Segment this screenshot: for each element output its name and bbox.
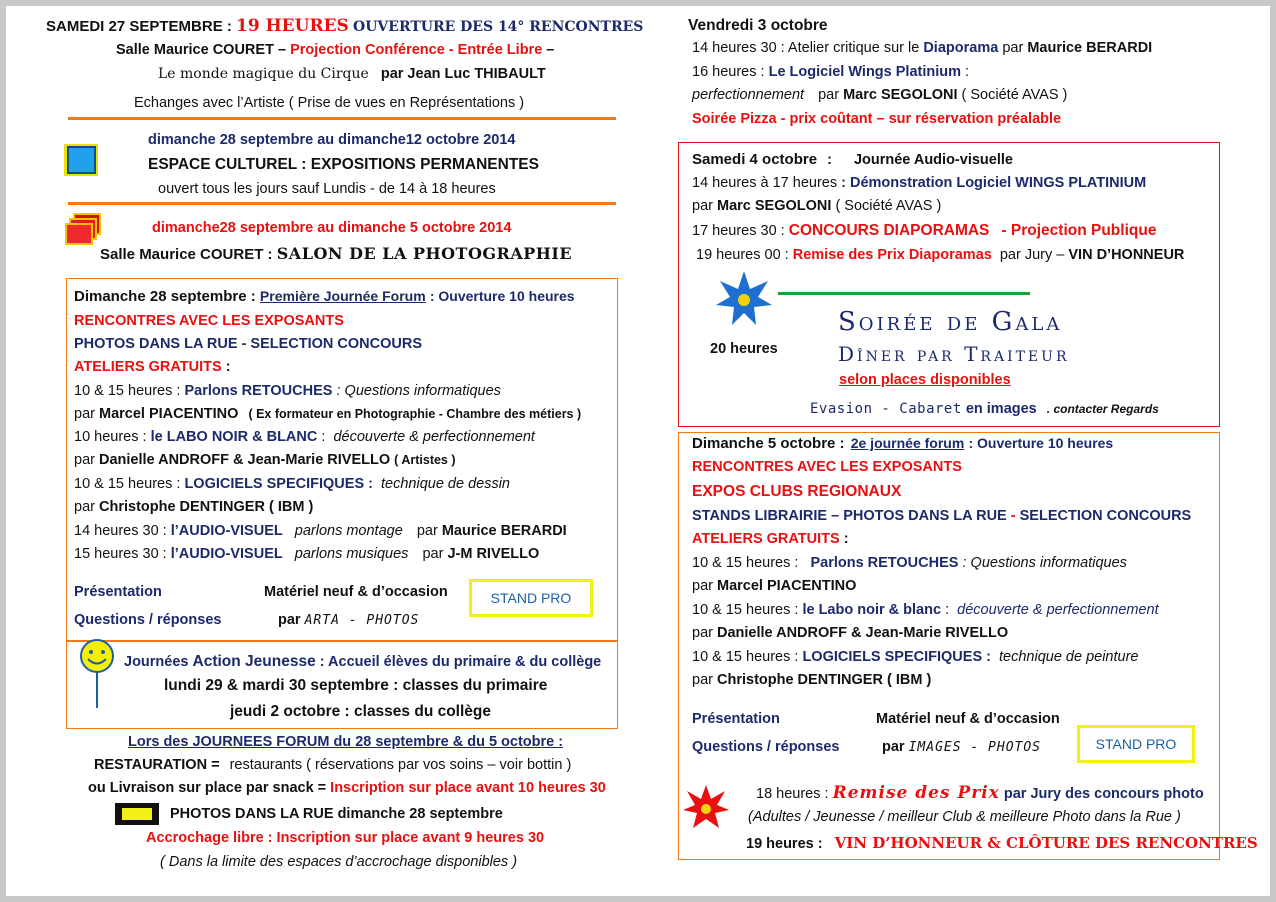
- red-stack-icon: [64, 212, 104, 246]
- atelier-by-row: [74, 452, 456, 468]
- exchange-line: Echanges avec l’Artiste ( Prise de vues en Représentations ): [134, 95, 525, 111]
- salon-title: SALON DE LA PHOTOGRAPHIE: [276, 244, 573, 263]
- accrochage-line: Accrochage libre : Inscription sur place avant 9 heures 30: [146, 830, 545, 846]
- atelier-speaker: Christophe DENTINGER ( IBM ): [99, 499, 314, 515]
- atelier-desc: découverte & perfectionnement: [957, 602, 1159, 618]
- atelier-name: Parlons RETOUCHES: [810, 555, 959, 571]
- atelier-name: LOGICIELS SPECIFIQUES :: [802, 649, 991, 665]
- salon-dates: dimanche28 septembre au dimanche 5 octobre 2014: [152, 220, 512, 236]
- prix-jury: par Jury des concours photo: [1003, 786, 1204, 802]
- jury-text: par Jury –: [999, 247, 1065, 263]
- cirque-line: [158, 66, 546, 82]
- atelier-row: [692, 602, 1159, 618]
- by-prefix: par: [692, 625, 713, 641]
- atelier-colon: :: [945, 602, 950, 618]
- forum-ateliers: [74, 359, 231, 375]
- by-prefix: par: [692, 198, 713, 214]
- livraison-line: [88, 780, 606, 796]
- vendredi-line3: [692, 87, 1067, 103]
- prix-categories: (Adultes / Jeunesse / meilleur Club & meilleure Photo dans la Rue ): [748, 809, 1181, 825]
- gala-seats: selon places disponibles: [839, 372, 1011, 388]
- en-images-text: en images: [965, 401, 1037, 417]
- dimanche-ateliers: [692, 531, 849, 547]
- cloture-title: VIN D’HONNEUR & CLÔTURE DES RENCONTRES: [834, 834, 1258, 852]
- atelier-time: 10 & 15 heures :: [692, 555, 799, 571]
- by-prefix: par: [1002, 40, 1024, 56]
- forum-title: Première Journée Forum: [259, 288, 426, 304]
- atelier-by-row: [692, 578, 856, 594]
- atelier-row: [692, 555, 1127, 571]
- samedi-speaker: Marc SEGOLONI: [717, 198, 832, 214]
- samedi-line1: [692, 175, 1146, 191]
- forum-date: Dimanche 28 septembre :: [74, 288, 256, 305]
- gala-dinner: Dîner par Traiteur: [838, 342, 1070, 366]
- opening-line: [46, 16, 643, 36]
- vendredi-topic: Le Logiciel Wings Platinium: [768, 64, 962, 80]
- cirque-author: par Jean Luc THIBAULT: [380, 66, 546, 82]
- samedi-heading: [692, 151, 1013, 168]
- atelier-row: [74, 383, 501, 399]
- by-prefix: par: [422, 546, 444, 562]
- smiley-lollipop-icon: [76, 638, 118, 710]
- camera-screen-icon: [114, 802, 160, 826]
- materiel-label: Matériel neuf & d’occasion: [264, 584, 448, 600]
- atelier-desc: : Questions informatiques: [962, 555, 1127, 571]
- questions-label: Questions / réponses: [692, 739, 840, 755]
- remise-prix-diaporamas: Remise des Prix Diaporamas: [792, 247, 992, 263]
- samedi-date: Samedi 4 octobre: [692, 151, 818, 168]
- by-prefix: par: [74, 499, 95, 515]
- samedi-time: 14 heures à 17 heures: [692, 175, 838, 191]
- gala-title: Soirée de Gala: [838, 307, 1063, 337]
- vendredi-desc: perfectionnement: [692, 87, 805, 103]
- atelier-name: Parlons RETOUCHES: [184, 383, 333, 399]
- ateliers-colon: :: [225, 359, 231, 375]
- forum-opening: : Ouverture 10 heures: [429, 288, 575, 304]
- samedi-company: ( Société AVAS ): [835, 198, 942, 214]
- opening-time: 19 HEURES: [236, 16, 349, 36]
- by-prefix: par: [416, 523, 438, 539]
- accrochage-limit: ( Dans la limite des espaces d’accrochage disponibles ): [160, 854, 518, 870]
- jeunesse-line1: [124, 653, 601, 671]
- vendredi-heading: Vendredi 3 octobre: [688, 17, 828, 34]
- atelier-speaker: Danielle ANDROFF & Jean-Marie RIVELLO: [717, 625, 1009, 641]
- materiel-vendor: [278, 612, 419, 628]
- samedi-colon: :: [827, 152, 832, 168]
- expo-dates: dimanche 28 septembre au dimanche12 octobre 2014: [148, 132, 516, 148]
- concours-diaporamas: CONCOURS DIAPORAMAS: [788, 222, 990, 239]
- by-prefix: par: [818, 87, 840, 103]
- remise-prix: Remise des Prix: [832, 783, 1000, 803]
- restauration-line: [94, 757, 571, 773]
- atelier-time: 10 & 15 heures :: [74, 476, 181, 492]
- atelier-row: [692, 649, 1139, 665]
- vendredi-colon: :: [965, 64, 970, 80]
- atelier-desc: technique de peinture: [999, 649, 1139, 665]
- program-sheet: [6, 6, 1270, 896]
- by-prefix: par: [882, 739, 905, 755]
- atelier-time: 10 & 15 heures :: [692, 649, 799, 665]
- dimanche-stands: [692, 508, 1191, 524]
- jeunesse-prefix: Journées: [124, 654, 189, 670]
- ateliers-label: ATELIERS GRATUITS: [74, 359, 222, 375]
- vendor-name: ARTA - PHOTOS: [304, 613, 420, 628]
- materiel-vendor: [882, 739, 1041, 755]
- opening-date: SAMEDI 27 SEPTEMBRE :: [46, 18, 232, 35]
- vendredi-company: ( Société AVAS ): [961, 87, 1068, 103]
- samedi-time: 17 heures 30 :: [692, 223, 785, 239]
- by-prefix: par: [74, 406, 95, 422]
- ateliers-colon: :: [843, 531, 849, 547]
- prix-line: [756, 783, 1204, 803]
- atelier-name: le Labo noir & blanc: [802, 602, 942, 618]
- atelier-speaker: Christophe DENTINGER ( IBM ): [717, 672, 932, 688]
- stand-pro-badge: STAND PRO: [1077, 725, 1195, 763]
- samedi-line3: [692, 222, 1156, 240]
- stands-dash: -: [1010, 508, 1016, 524]
- vendredi-line1: [692, 40, 1152, 56]
- salon-prefix: Salle Maurice COURET :: [100, 246, 273, 263]
- atelier-speaker: Marcel PIACENTINO: [99, 406, 239, 422]
- atelier-by-row: [692, 672, 931, 688]
- blue-star-icon: [714, 269, 774, 329]
- forum-photos-rue: PHOTOS DANS LA RUE - SELECTION CONCOURS: [74, 336, 423, 352]
- atelier-note: ( Ex formateur en Photographie - Chambre des métiers ): [248, 407, 582, 421]
- samedi-time: 19 heures 00 :: [696, 247, 789, 263]
- dimanche-date: Dimanche 5 octobre :: [692, 435, 845, 452]
- forum-info-title: Lors des JOURNEES FORUM du 28 septembre & du 5 octobre :: [128, 734, 564, 750]
- atelier-note: ( Artistes ): [394, 453, 456, 467]
- atelier-name: LOGICIELS SPECIFIQUES :: [184, 476, 373, 492]
- atelier-speaker: Marcel PIACENTINO: [717, 578, 857, 594]
- by-prefix: par: [692, 578, 713, 594]
- expos-clubs: EXPOS CLUBS REGIONAUX: [692, 483, 902, 500]
- vendor-name: IMAGES - PHOTOS: [908, 740, 1042, 755]
- venue-text: Salle Maurice COURET –: [116, 42, 287, 58]
- cloture-time: 19 heures :: [746, 836, 823, 852]
- orange-rule: [68, 202, 616, 205]
- cabaret-text: Evasion - Cabaret: [810, 401, 962, 417]
- atelier-speaker: Maurice BERARDI: [441, 523, 567, 539]
- projection-text: Projection Conférence - Entrée Libre: [290, 42, 543, 58]
- atelier-by-row: [74, 406, 581, 422]
- presentation-label: Présentation: [74, 584, 162, 600]
- vendredi-line2: [692, 64, 969, 80]
- prix-time: 18 heures :: [756, 786, 829, 802]
- green-rule: [778, 292, 1030, 295]
- presentation-label: Présentation: [692, 711, 780, 727]
- forum-header: [74, 288, 575, 305]
- dash-text: –: [546, 42, 555, 58]
- contact-text: . contacter Regards: [1046, 402, 1159, 416]
- materiel-label: Matériel neuf & d’occasion: [876, 711, 1060, 727]
- cirque-title: Le monde magique du Cirque: [158, 66, 369, 82]
- samedi-demo: : Démonstration Logiciel WINGS PLATINIUM: [841, 175, 1147, 191]
- opening-venue-line: [116, 42, 554, 58]
- atelier-speaker: J-M RIVELLO: [447, 546, 540, 562]
- expo-hours: ouvert tous les jours sauf Lundis - de 14 à 18 heures: [158, 181, 496, 197]
- jeunesse-primaire: lundi 29 & mardi 30 septembre : classes du primaire: [164, 677, 548, 694]
- opening-title: OUVERTURE DES 14° RENCONTRES: [353, 19, 644, 35]
- atelier-name: le LABO NOIR & BLANC: [150, 429, 318, 445]
- atelier-time: 15 heures 30 :: [74, 546, 167, 562]
- salon-line: [100, 244, 572, 263]
- atelier-desc: : Questions informatiques: [336, 383, 501, 399]
- by-prefix: par: [74, 452, 95, 468]
- samedi-theme: Journée Audio-visuelle: [853, 152, 1013, 168]
- atelier-name: l’AUDIO-VISUEL: [170, 546, 283, 562]
- jeunesse-college: jeudi 2 octobre : classes du collège: [230, 703, 492, 720]
- stand-pro-badge: STAND PRO: [469, 579, 593, 617]
- projection-publique: - Projection Publique: [1001, 222, 1157, 239]
- questions-label: Questions / réponses: [74, 612, 222, 628]
- atelier-desc: parlons musiques: [294, 546, 409, 562]
- dimanche-rencontres: RENCONTRES AVEC LES EXPOSANTS: [692, 459, 962, 475]
- atelier-time: 10 heures :: [74, 429, 147, 445]
- by-prefix: par: [692, 672, 713, 688]
- atelier-time: 14 heures 30 :: [74, 523, 167, 539]
- expo-title: ESPACE CULTUREL : EXPOSITIONS PERMANENTES: [148, 156, 539, 173]
- cloture-line: [746, 834, 1258, 852]
- atelier-by-row: [692, 625, 1008, 641]
- blue-square-icon: [62, 142, 102, 178]
- livraison-label: ou Livraison sur place par snack =: [88, 780, 327, 796]
- vendredi-time: 14 heures 30 : Atelier critique sur le: [692, 40, 920, 56]
- orange-rule: [68, 117, 616, 120]
- red-star-icon: [682, 784, 730, 832]
- ateliers-label: ATELIERS GRATUITS: [692, 531, 840, 547]
- stands-text: STANDS LIBRAIRIE – PHOTOS DANS LA RUE: [692, 508, 1007, 524]
- forum-rencontres: RENCONTRES AVEC LES EXPOSANTS: [74, 313, 344, 329]
- vendredi-topic: Diaporama: [923, 40, 999, 56]
- samedi-line4: [696, 247, 1184, 263]
- samedi-line2: [692, 198, 941, 214]
- atelier-row: [74, 429, 535, 445]
- vendredi-speaker: Marc SEGOLONI: [843, 87, 958, 103]
- atelier-desc: découverte & perfectionnement: [333, 429, 535, 445]
- jeunesse-title: Action Jeunesse: [192, 653, 316, 670]
- atelier-desc: parlons montage: [294, 523, 403, 539]
- restauration-label: RESTAURATION =: [94, 757, 220, 773]
- atelier-time: 10 & 15 heures :: [74, 383, 181, 399]
- atelier-speaker: Danielle ANDROFF & Jean-Marie RIVELLO: [99, 452, 391, 468]
- atelier-colon: :: [321, 429, 326, 445]
- atelier-time: 10 & 15 heures :: [692, 602, 799, 618]
- atelier-row: [74, 546, 539, 562]
- photos-rue-line: PHOTOS DANS LA RUE dimanche 28 septembre: [170, 806, 503, 822]
- atelier-row: [74, 476, 510, 492]
- vendredi-time: 16 heures :: [692, 64, 765, 80]
- livraison-inscription: Inscription sur place avant 10 heures 30: [330, 780, 606, 796]
- dimanche-opening: : Ouverture 10 heures: [968, 435, 1114, 451]
- atelier-by-row: [74, 499, 313, 515]
- gala-time: 20 heures: [710, 341, 778, 357]
- soiree-pizza: Soirée Pizza - prix coûtant – sur réservation préalable: [692, 111, 1062, 127]
- gala-cabaret-line: [810, 401, 1159, 417]
- by-prefix: par: [278, 612, 301, 628]
- atelier-desc: technique de dessin: [381, 476, 511, 492]
- selection-concours: SELECTION CONCOURS: [1019, 508, 1192, 524]
- atelier-name: l’AUDIO-VISUEL: [170, 523, 283, 539]
- dimanche-title: 2e journée forum: [850, 435, 965, 451]
- dimanche-header: [692, 435, 1113, 452]
- jeunesse-desc: : Accueil élèves du primaire & du collège: [319, 654, 602, 670]
- vin-honneur: VIN D’HONNEUR: [1068, 247, 1185, 263]
- restauration-desc: restaurants ( réservations par vos soins – voir bottin ): [229, 757, 572, 773]
- vendredi-speaker: Maurice BERARDI: [1027, 40, 1153, 56]
- atelier-row: [74, 523, 567, 539]
